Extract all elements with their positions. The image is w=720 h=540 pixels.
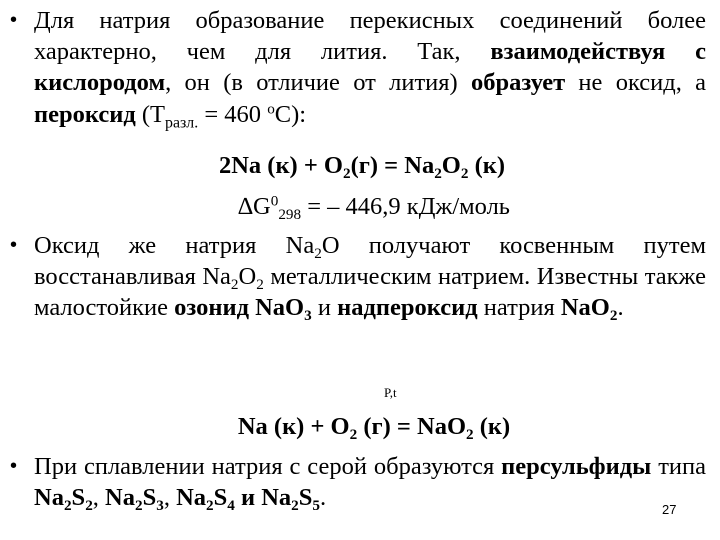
paragraph-sodium-peroxide xyxy=(10,5,706,130)
eq-part: O xyxy=(441,152,461,179)
eq-part: ∆G xyxy=(238,193,271,220)
subscript: 2 xyxy=(349,425,358,443)
text-run: . xyxy=(320,484,327,512)
bullet: • xyxy=(10,455,18,477)
bold-term: персульфиды xyxy=(501,453,652,480)
text-run: типа xyxy=(651,453,706,480)
eq-part: (к) xyxy=(473,413,511,440)
subscript: 2 xyxy=(85,497,93,515)
text-run: (T xyxy=(135,100,166,128)
eq-part: 2Na (к) + O xyxy=(218,152,343,179)
text-run: = 460 xyxy=(198,100,268,128)
subscript: 2 xyxy=(609,307,618,325)
subscript: 298 xyxy=(278,205,302,223)
bullet: • xyxy=(10,9,18,31)
formula-part: Na xyxy=(34,484,64,512)
text-run: , xyxy=(163,484,177,512)
formula-part: S xyxy=(213,484,228,512)
text-run: C): xyxy=(274,100,307,128)
subscript: 5 xyxy=(312,497,320,515)
subscript: 2 xyxy=(434,164,442,182)
subscript: 2 xyxy=(460,164,469,182)
subscript: 2 xyxy=(291,497,299,515)
equation-peroxide-formation xyxy=(0,151,720,181)
formula-part: S xyxy=(298,484,313,512)
equation-superoxide-formation xyxy=(0,412,720,442)
subscript: 3 xyxy=(156,497,164,515)
text-run: Оксид же натрия Na xyxy=(34,232,315,259)
subscript: разл. xyxy=(165,114,199,132)
subscript: 2 xyxy=(230,276,239,294)
text-run: и xyxy=(311,294,338,322)
text-run: натрия xyxy=(477,294,561,322)
bullet: • xyxy=(10,234,18,256)
text-run: , он (в отличие от лития) xyxy=(165,69,471,97)
reaction-condition: P,t xyxy=(384,385,397,400)
formula-part: NaO xyxy=(560,294,610,322)
eq-part: (г) = Na xyxy=(350,152,435,179)
bold-formula xyxy=(34,484,93,515)
slide-number: 27 xyxy=(662,502,677,517)
bold-term: образует xyxy=(471,69,566,97)
bold-term: пероксид xyxy=(34,100,136,128)
formula-part: NaO xyxy=(255,294,305,322)
text-run: не оксид, а xyxy=(565,69,706,97)
text-run: . xyxy=(617,294,624,322)
subscript: 4 xyxy=(227,497,235,515)
text-run: , xyxy=(92,484,106,512)
paragraph-text xyxy=(34,5,706,130)
bold-formula xyxy=(255,294,312,325)
subscript: 2 xyxy=(134,497,143,515)
subscript: 2 xyxy=(63,497,72,515)
text-run: При сплавлении натрия с серой образуются xyxy=(34,453,502,480)
subscript: 3 xyxy=(304,307,312,325)
equation-gibbs-energy xyxy=(0,192,720,222)
text-run: O получают косвенным путем восстанавливая Na xyxy=(34,232,706,291)
superscript: 0 xyxy=(270,192,279,210)
superscript: о xyxy=(267,100,275,118)
subscript: 2 xyxy=(206,497,214,515)
subscript: 2 xyxy=(256,276,264,294)
bold-term: надпероксид xyxy=(337,294,478,322)
formula-part: и xyxy=(234,484,262,512)
subscript: 2 xyxy=(314,244,322,262)
eq-part: = – 446,9 кДж/моль xyxy=(301,193,510,220)
paragraph-sodium-oxide xyxy=(10,230,706,324)
bold-term: озонид xyxy=(174,294,249,322)
text-run: металлическим натрием. Известны также малостойкие xyxy=(34,263,706,322)
formula-part: Na xyxy=(105,484,135,512)
formula-part: S xyxy=(71,484,86,512)
formula-part: Na xyxy=(176,484,207,512)
bold-formula xyxy=(560,294,618,325)
paragraph-text xyxy=(34,230,706,324)
eq-part: (г) = NaO xyxy=(357,413,466,440)
paragraph-text xyxy=(34,451,706,513)
formula-part: Na xyxy=(261,484,292,512)
bold-formula xyxy=(105,484,164,515)
text-run: O xyxy=(238,263,257,291)
bold-term: взаимодействуя с кислородом xyxy=(34,38,706,97)
eq-part: (к) xyxy=(468,152,506,179)
subscript: 2 xyxy=(466,425,474,443)
eq-part: Na (к) + O xyxy=(237,413,350,440)
paragraph-persulfides xyxy=(10,451,706,513)
formula-part: S xyxy=(142,484,157,512)
bold-formula xyxy=(176,484,320,515)
subscript: 2 xyxy=(343,164,351,182)
text-run: Для натрия образование перекисных соединений более характерно, чем для лития. Так, xyxy=(34,7,706,66)
